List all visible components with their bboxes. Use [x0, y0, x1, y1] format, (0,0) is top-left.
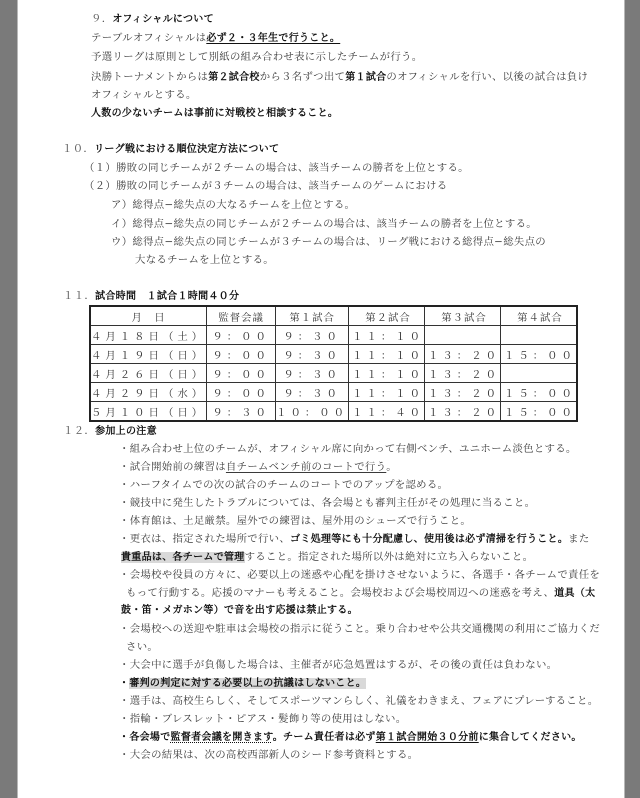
note-emphasis: 道具（太: [554, 588, 596, 599]
cell-date: ４月１８日（土）: [90, 326, 207, 345]
note-text: 会場校への送迎や駐車は会場校の指示に従うこと。乗り合わせや公共交通機関の利用にご協力くだ: [129, 623, 601, 635]
cell-time: ９：００: [207, 364, 276, 383]
note-text: すること。指定された場所以外は絶対に立ち入らないこと。: [244, 551, 534, 563]
text: テーブルオフィシャルは: [91, 32, 207, 44]
note-item: [119, 676, 366, 691]
cell-time: ９：００: [207, 326, 276, 345]
note-text: 大会中に選手が負傷した場合は、主催者が応急処置はするが、その後の責任は負わない。: [129, 659, 558, 671]
cell-time: １３：２０: [425, 364, 501, 383]
ranking-subrule-u-cont: 大なるチームを上位とする。: [135, 254, 274, 266]
bullet: ・: [119, 443, 130, 455]
emphasis: 第１試合: [345, 72, 387, 83]
bullet: ・: [119, 461, 130, 473]
note-item-cont: [126, 586, 595, 601]
note-text: 会場校や役員の方々に、必要以上の迷惑や心配を掛けさせないように、各選手・各チームで責任を: [129, 569, 601, 581]
bullet: ・: [119, 533, 130, 545]
section9-heading: [91, 12, 214, 27]
cell-time: １３：２０: [425, 383, 501, 402]
note-item: [119, 730, 582, 745]
note-emphasis: 各会場で: [129, 732, 171, 743]
note-emphasis: ゴミ処理等にも十分配慮し、使用後は必ず清掃を行うこと。: [290, 534, 569, 545]
note-item: [119, 478, 448, 492]
note-text: 選手は、高校生らしく、そしてスポーツマンらしく、礼儀をわきまえ、フェアにプレーすること。: [129, 695, 599, 707]
note-underlined: 第１試合開始３０分前: [375, 732, 479, 743]
cell-time: ９：３０: [276, 383, 349, 402]
note-dotted-underline: 監督者会議を開きます: [170, 732, 273, 743]
note-text: 。: [386, 461, 397, 473]
cell-time: [425, 326, 501, 345]
bullet: ・: [119, 659, 130, 671]
note-emphasis: 。チーム責任者は必ず: [272, 732, 376, 743]
section9-line4: オフィシャルとする。: [91, 89, 197, 101]
cell-time: １５：００: [500, 402, 576, 422]
cell-time: １３：２０: [425, 402, 501, 422]
cell-time: ９：３０: [207, 402, 276, 422]
bullet: ・: [119, 515, 130, 527]
cell-time: １０：００: [276, 402, 349, 422]
table-row: [90, 326, 577, 345]
section11-title: 試合時間 １試合１時間４０分: [95, 291, 240, 302]
cell-date: ５月１０日（日）: [90, 402, 207, 422]
section9-number: ９．: [91, 13, 113, 25]
note-text: 体育館は、土足厳禁。屋外での練習は、屋外用のシューズで行うこと。: [129, 515, 472, 527]
note-item: [119, 568, 600, 582]
note-item: [119, 496, 535, 510]
bullet: ・: [119, 678, 130, 689]
cell-time: １５：００: [500, 345, 576, 364]
note-item-cont: 鼓・笛・メガホン等）で音を出す応援は禁止する。: [121, 605, 358, 616]
bullet: ・: [119, 749, 130, 761]
match-schedule-table: [89, 305, 578, 422]
section12-number: １２．: [63, 425, 96, 437]
note-item: [119, 532, 590, 547]
note-item: [119, 712, 406, 726]
bullet: ・: [119, 479, 130, 491]
cell-time: ９：３０: [276, 364, 349, 383]
list-marker: （２）: [84, 180, 117, 192]
ranking-subrule-i: [111, 217, 537, 231]
note-text: 更衣は、指定された場所で行い、: [129, 533, 291, 545]
header-date: 月 日: [90, 306, 207, 326]
cell-time: １５：００: [500, 383, 576, 402]
table-row: [90, 364, 577, 383]
cell-time: １１：１０: [349, 364, 425, 383]
list-text: 総得点−総失点の同じチームが２チームの場合は、該当チームの勝者を上位とする。: [132, 218, 537, 230]
bullet: ・: [119, 497, 130, 509]
section10-title: リーグ戦における順位決定方法について: [94, 144, 280, 155]
table-header-row: [90, 306, 577, 326]
ranking-rule-1: [84, 161, 469, 175]
note-item: [119, 694, 598, 708]
text: のオフィシャルを行い、以後の試合は負け: [386, 71, 589, 83]
document-page: [17, 0, 625, 798]
section11-number: １１．: [63, 290, 96, 302]
bullet: ・: [119, 695, 130, 707]
section11-heading: [63, 289, 239, 304]
section10-number: １０．: [62, 143, 95, 155]
note-emphasis: に集合してください。: [478, 732, 582, 743]
cell-time: １１：１０: [349, 345, 425, 364]
note-text: 組み合わせ上位のチームが、オフィシャル席に向かって右側ベンチ、ユニホーム淡色とする。: [129, 443, 577, 455]
cell-time: ９：３０: [276, 326, 349, 345]
text: 決勝トーナメントからは: [91, 71, 209, 83]
note-text: また: [568, 533, 590, 545]
cell-time: ９：００: [207, 345, 276, 364]
ranking-subrule-a: [111, 198, 355, 212]
table-row: [90, 402, 577, 422]
cell-time: １１：１０: [349, 383, 425, 402]
note-highlighted: 審判の判定に対する必要以上の抗議はしないこと。: [129, 678, 367, 689]
list-text: 勝敗の同じチームが３チームの場合は、該当チームのゲームにおける: [116, 180, 448, 192]
note-text: ハーフタイムでの次の試合のチームのコートでのアップを認める。: [129, 479, 449, 491]
section9-line1: [91, 31, 340, 46]
cell-time: １１：４０: [349, 402, 425, 422]
list-marker: ア）: [111, 199, 133, 211]
note-item: [119, 442, 577, 456]
note-item-cont: [121, 550, 533, 565]
note-text: もって行動する。応援のマナーも考えること。会場校および会場校周辺への迷惑を考え、: [126, 587, 555, 599]
note-item: [119, 748, 418, 762]
cell-time: ９：３０: [276, 345, 349, 364]
cell-time: １１：１０: [349, 326, 425, 345]
section12-title: 参加上の注意: [95, 426, 157, 437]
cell-time: １３：２０: [425, 345, 501, 364]
cell-time: ９：００: [207, 383, 276, 402]
bullet: ・: [119, 713, 130, 725]
cell-time: [500, 326, 576, 345]
list-text: 勝敗の同じチームが２チームの場合は、該当チームの勝者を上位とする。: [116, 162, 469, 174]
cell-time: [500, 364, 576, 383]
section9-line3: [91, 70, 588, 85]
section9-title: オフィシャルについて: [112, 14, 214, 25]
cell-date: ４月２６日（日）: [90, 364, 207, 383]
note-item: [119, 514, 471, 528]
header-coaches-meeting: 監督会議: [207, 306, 276, 326]
note-underlined: 自チームベンチ前のコートで行う: [225, 461, 387, 473]
emphasis: 第２試合校: [208, 72, 260, 83]
section9-line2: 予選リーグは原則として別紙の組み合わせ表に示したチームが行う。: [91, 51, 423, 63]
list-marker: イ）: [111, 218, 133, 230]
section9-line5: 人数の少ないチームは事前に対戦校と相談すること。: [91, 108, 339, 119]
note-item: [119, 658, 557, 672]
header-match-1: 第１試合: [276, 306, 349, 326]
cell-date: ４月２９日（水）: [90, 383, 207, 402]
list-marker: （１）: [84, 162, 117, 174]
table-row: [90, 345, 577, 364]
note-item: [119, 622, 600, 636]
note-highlighted: 貴重品は、各チームで管理: [121, 552, 245, 563]
note-text: 試合開始前の練習は: [129, 461, 226, 473]
list-marker: ウ）: [111, 236, 133, 248]
bullet: ・: [119, 623, 130, 635]
note-text: 指輪・ブレスレット・ピアス・髪飾り等の使用はしない。: [129, 713, 407, 725]
note-item-cont: さい。: [126, 641, 159, 653]
note-item: [119, 460, 397, 474]
ranking-rule-2: [84, 179, 447, 193]
note-text: 競技中に発生したトラブルについては、各会場とも審判主任がその処理に当ること。: [129, 497, 536, 509]
cell-date: ４月１９日（日）: [90, 345, 207, 364]
bullet: ・: [119, 732, 130, 743]
bullet: ・: [119, 569, 130, 581]
header-match-2: 第２試合: [349, 306, 425, 326]
table-row: [90, 383, 577, 402]
header-match-3: 第３試合: [425, 306, 501, 326]
header-match-4: 第４試合: [500, 306, 576, 326]
list-text: 総得点−総失点の大なるチームを上位とする。: [132, 199, 356, 211]
emphasis-grade-requirement: 必ず２・３年生で行うこと。: [206, 33, 341, 44]
text: から３名ずつ出て: [259, 71, 346, 83]
note-text: 大会の結果は、次の高校西部新人のシード参考資料とする。: [129, 749, 419, 761]
section12-heading: [63, 424, 157, 439]
list-text: 総得点−総失点の同じチームが３チームの場合は、リーグ戦における総得点−総失点の: [132, 236, 546, 248]
section10-heading: [62, 142, 279, 157]
ranking-subrule-u: [111, 235, 546, 249]
